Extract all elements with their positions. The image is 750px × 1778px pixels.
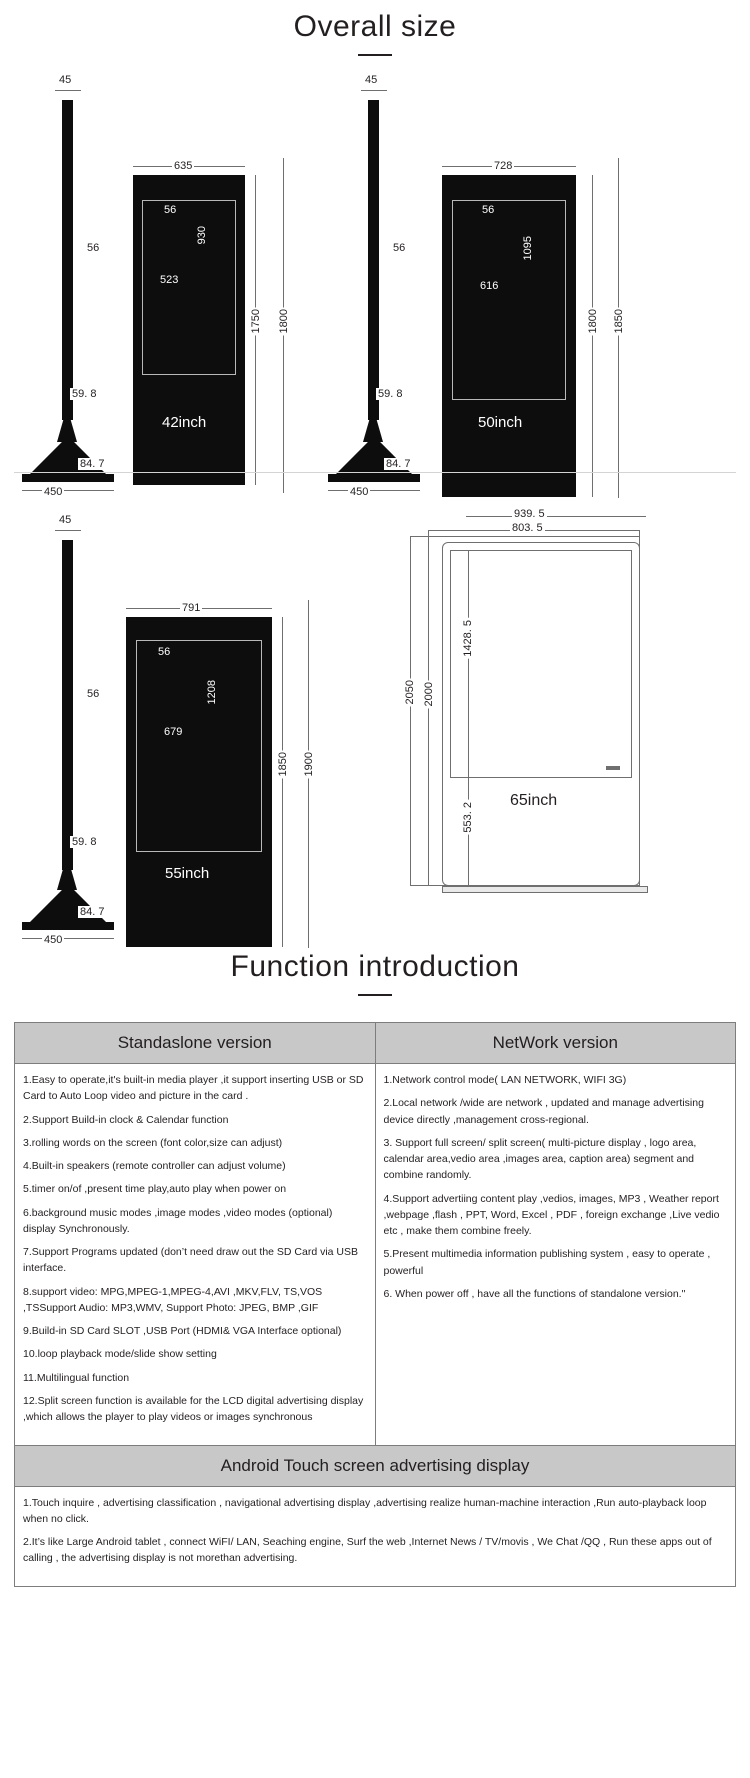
side-pole-42 <box>62 100 73 420</box>
dim-45: 45 <box>59 514 72 526</box>
list-item: 10.loop playback mode/slide show setting <box>23 1348 217 1361</box>
dim-2050: 2050 <box>404 680 416 705</box>
base-65 <box>442 886 648 893</box>
dim-line <box>410 536 411 886</box>
list-item: 6. When power off , have all the functions of standalone version." <box>383 1287 686 1300</box>
dim-5532: 553. 2 <box>462 802 474 833</box>
dim-56-front: 56 <box>164 204 177 216</box>
list-item: 2.Support Build-in clock & Calendar function <box>23 1113 229 1126</box>
list-item: 5.Present multimedia information publishing system , easy to operate , powerful <box>383 1248 711 1277</box>
list-item: 1.Network control mode( LAN NETWORK, WIFI 3G) <box>383 1074 627 1086</box>
dim-1900: 1900 <box>303 752 315 777</box>
kiosk-screen-42 <box>142 200 236 375</box>
list-item: 3.rolling words on the screen (font color,size can adjust) <box>23 1136 283 1149</box>
dim-523: 523 <box>160 274 179 286</box>
dim-598: 59. 8 <box>378 388 403 400</box>
list-item: 8.support video: MPG,MPEG-1,MPEG-4,AVI ,MKV,FLV, TS,VOS ,TSSupport Audio: MP3,WMV, Support Photo: JPEG, BMP ,GIF <box>23 1285 323 1314</box>
dim-9395: 939. 5 <box>514 508 545 520</box>
dim-line <box>328 490 420 491</box>
dim-847: 84. 7 <box>80 458 105 470</box>
dim-line <box>282 617 283 947</box>
dim-847: 84. 7 <box>386 458 411 470</box>
dim-56-front: 56 <box>482 204 495 216</box>
list-item: 5.timer on/of ,present time play,auto play when power on <box>23 1183 287 1196</box>
kiosk-screen-50 <box>452 200 566 400</box>
dim-line <box>22 490 114 491</box>
list-item: 2.It’s like Large Android tablet , connect WiFI/ LAN, Seaching engine, Surf the web ,Internet News / TV/movis , We Chat /QQ , Run these apps out of calling , the advertising display is not morethan advertising. <box>23 1536 712 1565</box>
screen-area-65 <box>450 550 632 778</box>
standalone-features-cell <box>15 1064 376 1446</box>
side-pole-50 <box>368 100 379 420</box>
dim-450: 450 <box>44 486 63 498</box>
dim-56-front: 56 <box>158 646 171 658</box>
function-intro-header <box>0 940 750 1022</box>
table-body-row <box>15 1064 736 1446</box>
section-title-function: Function introduction <box>230 950 520 983</box>
bottom-row <box>15 1486 736 1586</box>
dim-line <box>470 530 630 531</box>
side-foot-50 <box>363 414 383 442</box>
list-item: 9.Build-in SD Card SLOT ,USB Port (HDMI& VGA Interface optional) <box>23 1325 342 1338</box>
list-item: 7.Support Programs updated (don’t need draw out the SD Card via USB interface. <box>23 1246 359 1275</box>
section-divider <box>14 472 736 473</box>
dim-line <box>55 90 81 91</box>
title-rule <box>358 54 392 56</box>
dim-56-side: 56 <box>87 242 100 254</box>
dim-1095: 1095 <box>522 236 534 261</box>
dim-1208: 1208 <box>206 680 218 705</box>
dim-14285: 1428. 5 <box>462 620 474 657</box>
dim-2000: 2000 <box>423 682 435 707</box>
dim-1800: 1800 <box>278 309 290 334</box>
dim-930: 930 <box>196 226 208 245</box>
list-item: 2.Local network /wide are network , updated and manage advertising device directly ,management cross-regional. <box>383 1097 704 1126</box>
table-header-row <box>15 1023 736 1064</box>
overall-size-header <box>0 0 750 62</box>
dim-45: 45 <box>59 74 72 86</box>
dim-728: 728 <box>494 160 513 172</box>
list-item: 11.Multilingual function <box>23 1371 130 1384</box>
dim-679: 679 <box>164 726 183 738</box>
list-item: 6.background music modes ,image modes ,video modes (optional) display Synchronously. <box>23 1206 333 1235</box>
dim-45: 45 <box>365 74 378 86</box>
dim-56-side: 56 <box>393 242 406 254</box>
dim-598: 59. 8 <box>72 836 97 848</box>
list-item: 3. Support full screen/ split screen( multi-picture display , logo area, calendar area,vedio area ,images area, caption area) segment and combine randomly. <box>383 1136 697 1182</box>
side-foot-42 <box>57 414 77 442</box>
dim-1750: 1750 <box>250 309 262 334</box>
dim-line <box>466 516 646 517</box>
dim-line <box>468 550 469 778</box>
dim-8035: 803. 5 <box>512 522 543 534</box>
dim-line <box>22 938 114 939</box>
side-foot-55 <box>57 862 77 890</box>
list-item: 4.Built-in speakers (remote controller can adjust volume) <box>23 1160 286 1173</box>
dim-1800: 1800 <box>587 309 599 334</box>
list-item: 1.Touch inquire , advertising classification , navigational advertising display ,advertising realize human-machine interaction ,Run auto-playback loop when no click. <box>23 1496 707 1525</box>
dim-847: 84. 7 <box>80 906 105 918</box>
dim-line <box>361 90 387 91</box>
list-item: 12.Split screen function is available for the LCD digital advertising display ,which allows the player to play videos or images synchronous <box>23 1394 364 1424</box>
drawing-65inch <box>370 500 730 920</box>
list-item: 1.Easy to operate,it's built-in media player ,it support inserting USB or SD Card to Auto Loop video and picture in the card . <box>23 1074 364 1103</box>
side-base-42 <box>22 474 114 482</box>
model-label-65: 65inch <box>510 792 558 809</box>
dim-line <box>592 175 593 497</box>
model-label-50: 50inch <box>478 414 523 431</box>
android-banner: Android Touch screen advertising display <box>15 1445 736 1486</box>
model-label-42: 42inch <box>162 414 207 431</box>
drawings-row-1 <box>0 62 750 498</box>
title-rule-2 <box>358 994 392 996</box>
dim-616: 616 <box>480 280 499 292</box>
drawing-55inch <box>0 500 340 946</box>
dim-450: 450 <box>350 486 369 498</box>
network-features-cell <box>375 1064 736 1446</box>
model-label-55: 55inch <box>165 865 210 882</box>
function-table-wrap <box>14 1022 736 1587</box>
dim-1850: 1850 <box>613 309 625 334</box>
dim-791: 791 <box>182 602 201 614</box>
side-pole-55 <box>62 540 73 870</box>
drawing-50inch <box>340 62 720 498</box>
col-header-standalone: Standaslone version <box>15 1023 376 1064</box>
dim-1850: 1850 <box>277 752 289 777</box>
drawing-42inch <box>0 62 340 498</box>
side-base-50 <box>328 474 420 482</box>
speaker-65 <box>606 766 620 770</box>
touch-features-cell <box>15 1486 736 1586</box>
dim-line <box>55 530 81 531</box>
android-banner-row <box>15 1445 736 1486</box>
side-base-55 <box>22 922 114 930</box>
col-header-network: NetWork version <box>375 1023 736 1064</box>
dim-598: 59. 8 <box>72 388 97 400</box>
list-item: 4.Support advertiing content play ,vedios, images, MP3 , Weather report ,webpage ,flash , PPT, Word, Excel , PDF , foreign exchange ,Live vedio etc , make them combine freely. <box>383 1192 720 1238</box>
drawings-row-2 <box>0 500 750 946</box>
dim-635: 635 <box>174 160 193 172</box>
page-title: Overall size <box>293 10 457 43</box>
function-table <box>14 1022 736 1587</box>
dim-450: 450 <box>44 934 63 946</box>
dim-56-side: 56 <box>87 688 100 700</box>
kiosk-screen-55 <box>136 640 262 852</box>
